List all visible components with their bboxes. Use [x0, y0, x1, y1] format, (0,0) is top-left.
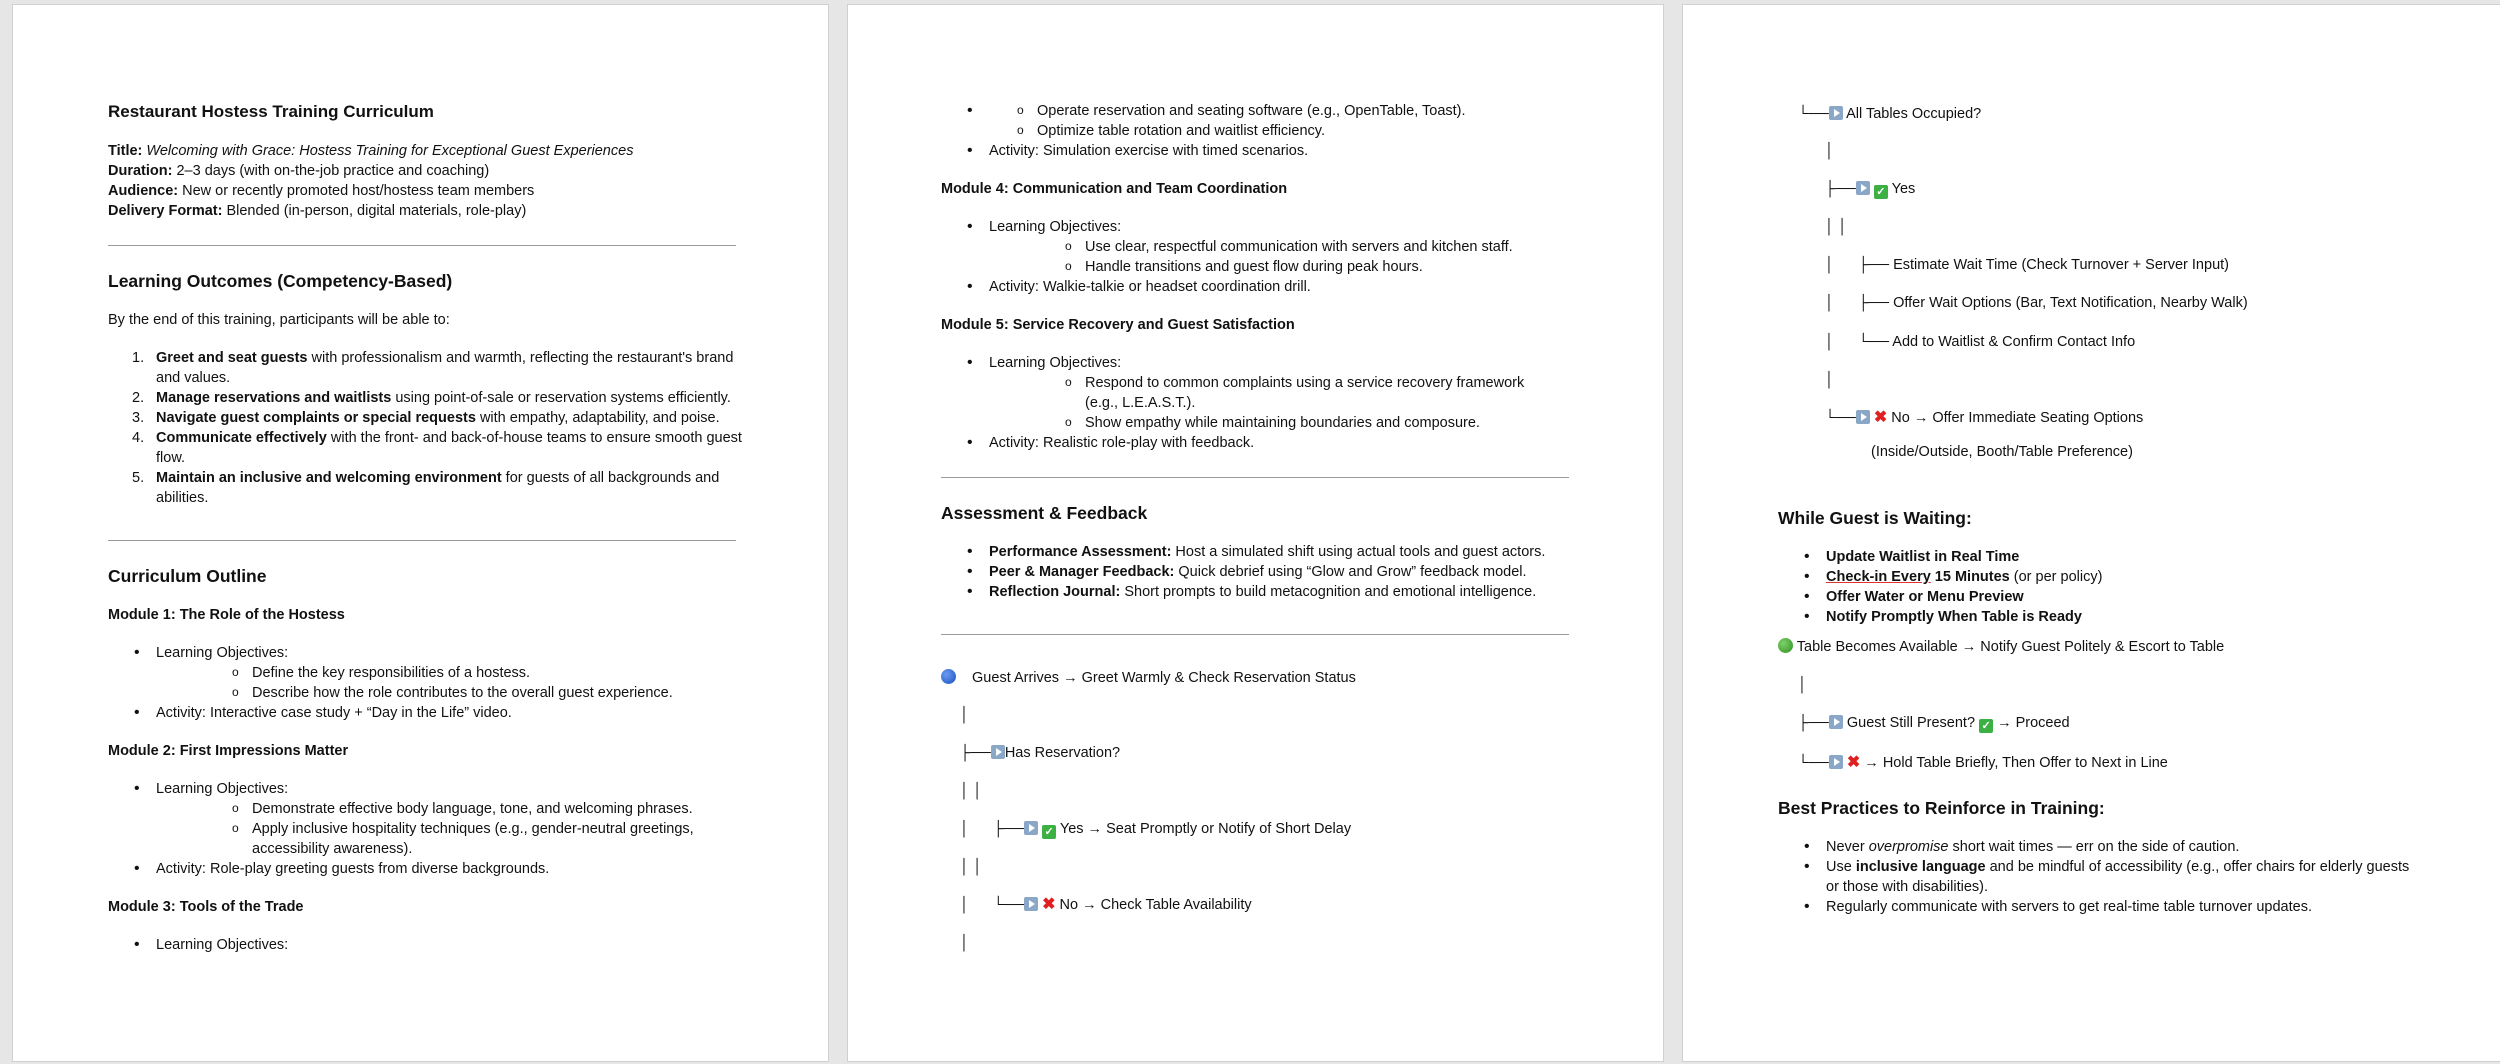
tree-line: │ │	[960, 783, 983, 799]
play-button-icon	[1829, 715, 1843, 729]
module-4-list	[941, 217, 1581, 297]
list-item: • Activity: Simulation exercise with timed scenarios.	[941, 141, 1581, 161]
flowchart-part-3	[1778, 637, 2418, 797]
module-3-list	[108, 935, 748, 955]
outcomes-heading: Learning Outcomes (Competency-Based)	[108, 271, 453, 291]
check-mark-icon: ✓	[1979, 719, 1993, 733]
list-subitem: o Demonstrate effective body language, tone, and welcoming phrases.	[156, 799, 748, 819]
page-3-content	[1778, 101, 2418, 935]
module-1-title: Module 1: The Role of the Hostess	[108, 607, 345, 623]
outcome-item: 1. Greet and seat guests with professionalism and warmth, reflecting the restaurant's brand and values.	[132, 350, 734, 386]
flow-yes: │ ├── ✓ Yes → Seat Promptly or Notify of Short Delay	[960, 821, 1352, 838]
tree-line: │ │	[960, 859, 983, 875]
document-page-1	[12, 4, 829, 1062]
flow-offer: │ ├── Offer Wait Options (Bar, Text Notification, Nearby Walk)	[1825, 295, 2248, 311]
outcome-item: 5. Maintain an inclusive and welcoming environment for guests of all backgrounds and abilities.	[132, 470, 720, 506]
best-practices-list	[1778, 837, 2418, 917]
play-button-icon	[1024, 897, 1038, 911]
waiting-list	[1778, 547, 2418, 627]
outline-heading: Curriculum Outline	[108, 566, 267, 586]
flow-all-occupied: └── All Tables Occupied?	[1798, 106, 1982, 122]
assessment-heading: Assessment & Feedback	[941, 503, 1148, 523]
flowchart-part-1	[941, 635, 1581, 955]
module-1-list	[108, 643, 748, 723]
waiting-heading: While Guest is Waiting:	[1778, 508, 1972, 528]
green-circle-icon	[1778, 638, 1793, 653]
best-practices-heading: Best Practices to Reinforce in Training:	[1778, 798, 2105, 818]
flow-start: Guest Arrives → Greet Warmly & Check Reservation Status	[941, 668, 1356, 688]
check-mark-icon: ✓	[1874, 185, 1888, 199]
outcome-item: 4. Communicate effectively with the front- and back-of-house teams to ensure smooth guest flow.	[132, 430, 742, 466]
list-item: • Update Waitlist in Real Time	[1778, 547, 2418, 567]
assessment-list	[941, 542, 1581, 602]
module-3-continued-list	[941, 101, 1581, 161]
outcome-item: 3. Navigate guest complaints or special requests with empathy, adaptability, and poise.	[132, 410, 720, 426]
list-item: • Learning Objectives: o Use clear, respectful communication with servers and kitchen staff. o Handle transitions and guest flow during peak hours.	[941, 217, 1581, 277]
list-item: • Learning Objectives: o Demonstrate effective body language, tone, and welcoming phrases. o Apply inclusive hospitality techniques (e.g., gender-neutral greetings, accessibility awareness).	[108, 779, 748, 859]
flow-add: │ └── Add to Waitlist & Confirm Contact Info	[1825, 334, 2136, 350]
play-button-icon	[1829, 106, 1843, 120]
outcomes-intro: By the end of this training, participants will be able to:	[108, 312, 450, 328]
tree-line: │	[960, 935, 970, 951]
page-1-content	[108, 101, 748, 973]
module-3-title: Module 3: Tools of the Trade	[108, 899, 304, 915]
flow-preference: (Inside/Outside, Booth/Table Preference)	[1871, 444, 2133, 460]
tree-line: │	[1825, 143, 1835, 159]
flow-hold: └── ✖ → Hold Table Briefly, Then Offer to Next in Line	[1798, 754, 2168, 771]
list-subitem: o Show empathy while maintaining boundaries and composure.	[989, 413, 1581, 433]
meta-duration: Duration: 2–3 days (with on-the-job practice and coaching)	[108, 163, 490, 179]
cross-mark-icon: ✖	[1042, 896, 1056, 913]
list-item: • Regularly communicate with servers to get real-time table turnover updates.	[1778, 897, 2418, 917]
flowchart-part-2	[1778, 101, 2418, 461]
play-button-icon	[1024, 821, 1038, 835]
document-page-2	[847, 4, 1664, 1062]
list-subitem: o Respond to common complaints using a service recovery framework (e.g., L.E.A.S.T.).	[989, 373, 1581, 413]
list-item: • Reflection Journal: Short prompts to build metacognition and emotional intelligence.	[941, 582, 1581, 602]
page-2-content	[941, 101, 1581, 955]
play-button-icon	[991, 745, 1005, 759]
tree-line: │	[960, 707, 970, 723]
meta-format: Delivery Format: Blended (in-person, digital materials, role-play)	[108, 203, 527, 219]
list-item: • Activity: Realistic role-play with feedback.	[941, 433, 1581, 453]
list-subitem: o Apply inclusive hospitality techniques (e.g., gender-neutral greetings, accessibility awareness).	[156, 819, 748, 859]
flow-estimate: │ ├── Estimate Wait Time (Check Turnover + Server Input)	[1825, 257, 2229, 273]
list-item: • Learning Objectives:	[108, 935, 748, 955]
cross-mark-icon: ✖	[1846, 754, 1861, 771]
flow-no: └── ✖ No → Offer Immediate Seating Options	[1825, 409, 2144, 426]
list-item: • Activity: Role-play greeting guests from diverse backgrounds.	[108, 859, 748, 879]
list-item: • Performance Assessment: Host a simulated shift using actual tools and guest actors.	[941, 542, 1581, 562]
list-item: • Check-in Every 15 Minutes (or per policy)	[1778, 567, 2418, 587]
list-item: • Activity: Interactive case study + “Day in the Life” video.	[108, 703, 748, 723]
list-subitem: o Define the key responsibilities of a hostess.	[156, 663, 748, 683]
document-title: Restaurant Hostess Training Curriculum	[108, 102, 434, 121]
flow-has-reservation: ├── Has Reservation?	[960, 745, 1121, 761]
document-page-3	[1682, 4, 2500, 1062]
play-button-icon	[1829, 755, 1843, 769]
list-subitem: o • Operate reservation and seating software (e.g., OpenTable, Toast).	[941, 101, 1581, 121]
list-item: • Offer Water or Menu Preview	[1778, 587, 2418, 607]
flow-yes: ├── ✓ Yes	[1825, 181, 1916, 198]
list-item: • Learning Objectives: o Respond to common complaints using a service recovery framework (e.g., L.E.A.S.T.). o Show empathy while maintaining boundaries and composure.	[941, 353, 1581, 433]
list-subitem: o Describe how the role contributes to the overall guest experience.	[156, 683, 748, 703]
outcomes-list	[108, 348, 748, 508]
tree-line: │	[1825, 372, 1835, 388]
module-2-list	[108, 779, 748, 879]
list-item: • Use inclusive language and be mindful of accessibility (e.g., offer chairs for elderly guests or those with disabilities).	[1778, 857, 2418, 897]
play-button-icon	[1856, 410, 1870, 424]
list-item: • Learning Objectives: o Define the key responsibilities of a hostess. o Describe how the role contributes to the overall guest experience.	[108, 643, 748, 703]
flow-no: │ └── ✖ No → Check Table Availability	[960, 896, 1252, 913]
list-item: • Peer & Manager Feedback: Quick debrief using “Glow and Grow” feedback model.	[941, 562, 1581, 582]
list-item-continued	[941, 101, 1581, 141]
module-4-title: Module 4: Communication and Team Coordination	[941, 181, 1288, 197]
meta-title: Title: Welcoming with Grace: Hostess Training for Exceptional Guest Experiences	[108, 143, 634, 159]
play-button-icon	[1856, 181, 1870, 195]
list-subitem: o Use clear, respectful communication with servers and kitchen staff.	[989, 237, 1581, 257]
tree-line: │	[1798, 677, 1808, 693]
blue-circle-icon	[941, 669, 956, 684]
list-item: • Never overpromise short wait times — err on the side of caution.	[1778, 837, 2418, 857]
tree-line: │ │	[1825, 219, 1848, 235]
module-5-list	[941, 353, 1581, 453]
list-item: • Notify Promptly When Table is Ready	[1778, 607, 2418, 627]
list-item: • Activity: Walkie-talkie or headset coordination drill.	[941, 277, 1581, 297]
cross-mark-icon: ✖	[1873, 409, 1888, 426]
flow-still-present: ├── Guest Still Present? ✓ → Proceed	[1798, 715, 2070, 732]
outcome-item: 2. Manage reservations and waitlists using point-of-sale or reservation systems efficiently.	[132, 390, 731, 406]
module-2-title: Module 2: First Impressions Matter	[108, 743, 349, 759]
module-5-title: Module 5: Service Recovery and Guest Satisfaction	[941, 317, 1295, 333]
check-mark-icon: ✓	[1042, 825, 1056, 839]
list-subitem: o Handle transitions and guest flow during peak hours.	[989, 257, 1581, 277]
meta-audience: Audience: New or recently promoted host/hostess team members	[108, 183, 535, 199]
flow-table-available: Table Becomes Available → Notify Guest Politely & Escort to Table	[1778, 637, 2224, 657]
list-subitem: o Optimize table rotation and waitlist efficiency.	[941, 121, 1581, 141]
